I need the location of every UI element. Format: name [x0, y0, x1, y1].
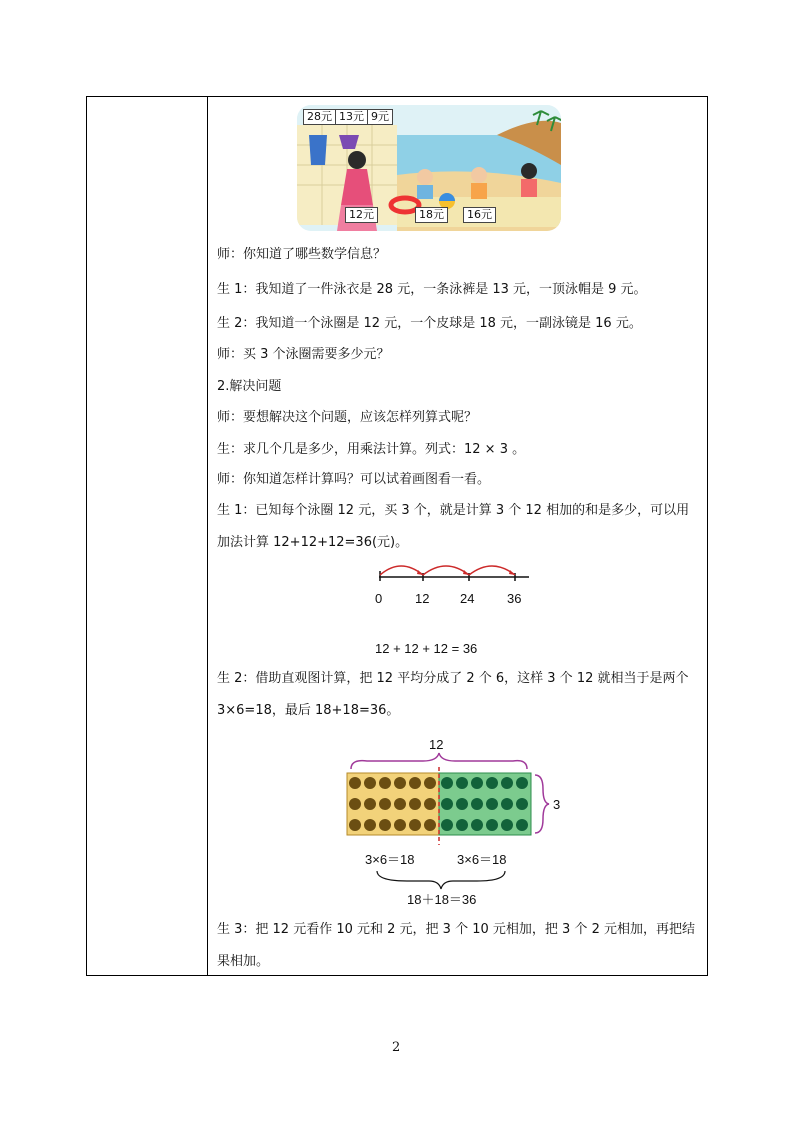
number-line-label: 36: [507, 591, 522, 606]
paragraph: 生 2：借助直观图计算，把 12 平均分成了 2 个 6，这样 3 个 12 就相当于是两个 3×6=18，最后 18+18=36。: [217, 671, 689, 718]
price-tag-swim-ring: 12元: [345, 207, 378, 223]
price-tag-trunks: 13元: [335, 109, 368, 125]
beach-shop-illustration: [297, 105, 561, 231]
section-heading: 2.解决问题: [217, 379, 282, 394]
dot: [516, 798, 528, 810]
dot: [424, 798, 436, 810]
price-tag-ball: 18元: [415, 207, 448, 223]
column-divider: [207, 97, 208, 975]
paragraph: 生 1：我知道了一件泳衣是 28 元，一条泳裤是 13 元，一顶泳帽是 9 元。: [217, 282, 647, 297]
paragraph: 师：买 3 个泳圈需要多少元？: [217, 347, 390, 362]
dot: [441, 798, 453, 810]
number-line-label: 24: [460, 591, 475, 606]
dot: [441, 777, 453, 789]
paragraph: 生 1：已知每个泳圈 12 元，买 3 个，就是计算 3 个 12 相加的和是多少，可以用加法计算 12+12+12=36(元)。: [217, 503, 690, 550]
dot: [471, 819, 483, 831]
lesson-table: [86, 96, 708, 976]
dot: [394, 777, 406, 789]
dot: [486, 798, 498, 810]
dot: [516, 777, 528, 789]
diagram-top-label: 12: [429, 737, 444, 752]
dot: [349, 819, 361, 831]
dot: [349, 777, 361, 789]
paragraph: 师：要想解决这个问题，应该怎样列算式呢？: [217, 410, 478, 425]
dot: [364, 798, 376, 810]
dot: [456, 819, 468, 831]
dot: [409, 777, 421, 789]
side-brace: [535, 775, 549, 833]
dot: [349, 798, 361, 810]
paragraph: 生 2：我知道一个泳圈是 12 元，一个皮球是 18 元，一副泳镜是 16 元。: [217, 316, 642, 331]
dot: [501, 777, 513, 789]
price-tag-cap: 9元: [367, 109, 393, 125]
price-tag-swimsuit: 28元: [303, 109, 336, 125]
top-brace: [351, 753, 527, 769]
dot: [364, 777, 376, 789]
dot: [516, 819, 528, 831]
dot: [471, 777, 483, 789]
dot: [456, 798, 468, 810]
left-equation: 3×6＝18: [365, 852, 415, 867]
dot: [394, 819, 406, 831]
dot-array-diagram: [337, 749, 567, 909]
dot: [486, 819, 498, 831]
right-equation: 3×6＝18: [457, 852, 507, 867]
diagram-side-label: 3: [553, 797, 561, 812]
dot: [394, 798, 406, 810]
sum-equation: 18＋18＝36: [407, 892, 477, 907]
addition-equation: 12 + 12 + 12 = 36: [375, 641, 478, 656]
dot: [409, 798, 421, 810]
dot: [471, 798, 483, 810]
dot: [486, 777, 498, 789]
paragraph: 师：你知道怎样计算吗？可以试着画图看一看。: [217, 472, 491, 487]
dot: [424, 819, 436, 831]
page-number: 2: [392, 1040, 401, 1055]
dot: [379, 798, 391, 810]
dot: [364, 819, 376, 831]
dot: [424, 777, 436, 789]
price-tag-goggles: 16元: [463, 207, 496, 223]
number-line-label: 0: [375, 591, 383, 606]
dot: [501, 819, 513, 831]
dot: [441, 819, 453, 831]
dot: [409, 819, 421, 831]
paragraph: 生：求几个几是多少，用乘法计算。列式：12 × 3 。: [217, 442, 526, 457]
dot: [379, 777, 391, 789]
bottom-brace: [377, 871, 505, 889]
paragraph: 师：你知道了哪些数学信息？: [217, 247, 387, 262]
paragraph: 生 3：把 12 元看作 10 元和 2 元，把 3 个 10 元相加，把 3 个 2 元相加，再把结果相加。: [217, 922, 695, 969]
number-line-label: 12: [415, 591, 430, 606]
dot: [501, 798, 513, 810]
dot: [456, 777, 468, 789]
dot: [379, 819, 391, 831]
